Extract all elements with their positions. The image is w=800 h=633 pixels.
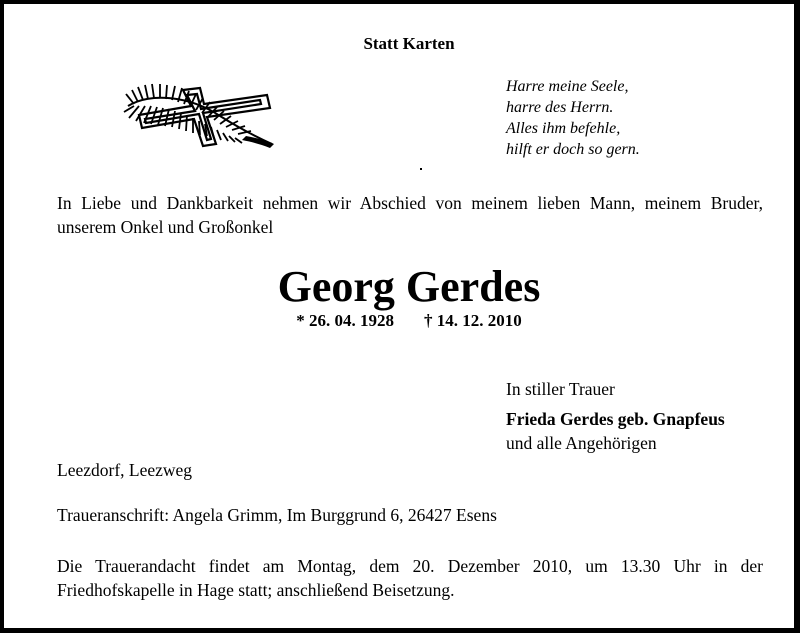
poem-line: harre des Herrn. xyxy=(506,99,614,116)
location-text: Leezdorf, Leezweg xyxy=(57,460,193,480)
header-title: Statt Karten xyxy=(363,34,455,53)
mourner-name: Frieda Gerdes geb. Gnapfeus xyxy=(506,409,725,429)
mourners-others: und alle Angehörigen xyxy=(506,433,657,453)
cross-with-palm-branch-icon xyxy=(120,78,276,150)
service-info: Die Trauerandacht findet am Montag, dem 20. Dezember 2010, um 13.30 Uhr in der Friedhofskapelle in Hage statt; anschließend Beisetzung. xyxy=(57,556,763,600)
mourners-block xyxy=(506,377,725,455)
birth-date: * 26. 04. 1928 xyxy=(296,311,394,330)
life-dates xyxy=(4,310,800,332)
poem-line: hilft er doch so gern. xyxy=(506,141,640,158)
mourning-address: Traueranschrift: Angela Grimm, Im Burggrund 6, 26427 Esens xyxy=(57,505,497,525)
poem-verse xyxy=(506,76,640,160)
separator-dot xyxy=(420,168,422,170)
death-date: † 14. 12. 2010 xyxy=(424,311,522,330)
poem-line: Harre meine Seele, xyxy=(506,78,629,95)
poem-line: Alles ihm befehle, xyxy=(506,120,621,137)
intro-text: In Liebe und Dankbarkeit nehmen wir Abschied von meinem lieben Mann, meinem Bruder, unserem Onkel und Großonkel xyxy=(57,193,763,237)
mourners-intro: In stiller Trauer xyxy=(506,379,615,399)
deceased-name: Georg Gerdes xyxy=(277,262,541,311)
